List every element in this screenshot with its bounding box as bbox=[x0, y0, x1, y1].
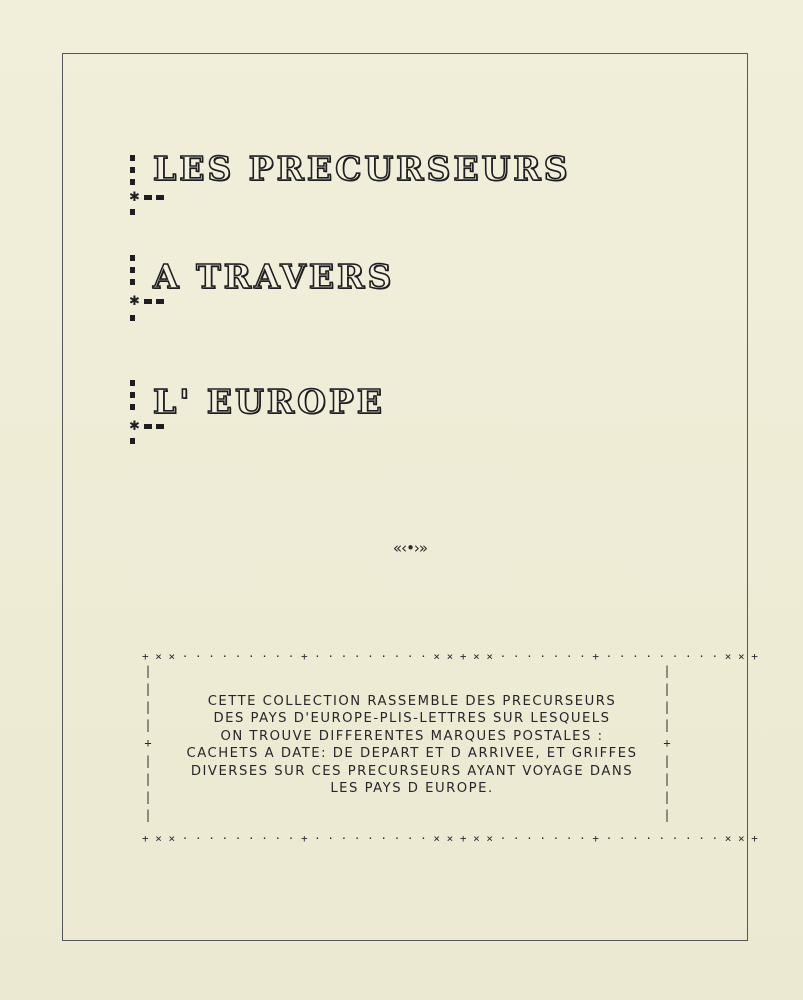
title-line-1: LES PRECURSEURS bbox=[153, 149, 571, 188]
ornament-divider: «‹•›» bbox=[392, 539, 428, 557]
description-line: ON TROUVE DIFFERENTES MARQUES POSTALES : bbox=[220, 728, 604, 744]
description-border-top: + × × · · · · · · · · · + · · · · · · · · · × × + × × · · · · · · · + · · · · · · · · · × × + bbox=[142, 650, 758, 663]
description-line: DIVERSES SUR CES PRECURSEURS AYANT VOYAGE DANS bbox=[190, 763, 634, 779]
description-line: DES PAYS D'EUROPE-PLIS-LETTRES SUR LESQUELS bbox=[213, 711, 611, 727]
description-border-bottom: + × × · · · · · · · · · + · · · · · · · · · × × + × × · · · · · · · + · · · · · · · · · × × + bbox=[142, 832, 758, 845]
description-line: CETTE COLLECTION RASSEMBLE DES PRECURSEURS bbox=[207, 694, 617, 709]
title-line-3: L' EUROPE bbox=[153, 382, 385, 421]
description-border-left: | | | | + | | | | bbox=[144, 664, 152, 822]
collection-description bbox=[168, 693, 656, 797]
description-border-right: | | | | + | | | | bbox=[663, 664, 671, 822]
description-line: CACHETS A DATE: DE DEPART ET D ARRIVEE, ET GRIFFES bbox=[186, 746, 638, 762]
title-line-2: A TRAVERS bbox=[153, 257, 395, 296]
description-line: LES PAYS D EUROPE. bbox=[330, 781, 494, 797]
